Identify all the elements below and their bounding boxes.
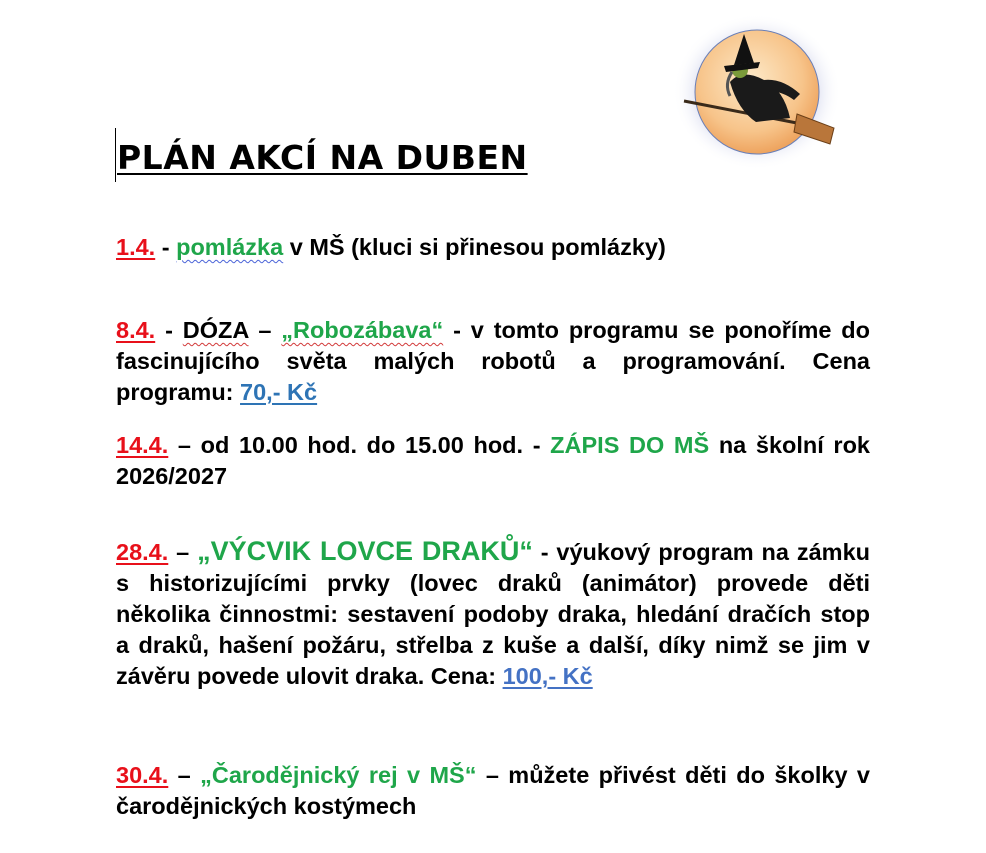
witch-on-broom-moon-icon <box>672 10 842 170</box>
event-date: 30.4. <box>116 762 169 788</box>
event-highlight: pomlázka <box>176 234 284 260</box>
event-4: 28.4. – „VÝCVIK LOVCE DRAKŮ“ - výukový program na zámku s historizujícími prvky (lovec draků (animátor) provede děti několika činnostmi: sestavení podoby draka, hledání dračích stop a draků, hašení požáru, střelba z kuše a další, díky nimž se jim v závěru povede ulovit draka. Cena: 100,- Kč <box>116 536 870 689</box>
price-link[interactable]: 100,- Kč <box>502 663 593 689</box>
event-3: 14.4. – od 10.00 hod. do 15.00 hod. - ZÁPIS DO MŠ na školní rok 2026/2027 <box>116 432 870 489</box>
event-date: 1.4. <box>116 234 156 260</box>
event-date: 14.4. <box>116 432 169 458</box>
text-cursor <box>115 128 116 182</box>
event-2: 8.4. - DÓZA – „Robozábava“ - v tomto programu se ponoříme do fascinujícího světa malých robotů a programování. Cena programu: 70,- Kč <box>116 317 871 405</box>
event-1: 1.4. - pomlázka v MŠ (kluci si přinesou pomlázky) <box>116 234 666 260</box>
price-link[interactable]: 70,- Kč <box>240 379 318 405</box>
event-highlight: „VÝCVIK LOVCE DRAKŮ“ <box>197 536 533 566</box>
page-title: PLÁN AKCÍ NA DUBEN <box>117 138 528 177</box>
event-date: 8.4. <box>116 317 156 343</box>
event-highlight: „Čarodějnický rej v MŠ“ <box>200 762 477 788</box>
event-highlight: ZÁPIS DO MŠ <box>550 432 710 458</box>
event-5: 30.4. – „Čarodějnický rej v MŠ“ – můžete přivést děti do školky v čarodějnických kostýmech <box>116 762 870 819</box>
event-highlight: „Robozábava“ <box>281 317 444 343</box>
event-date: 28.4. <box>116 539 169 565</box>
